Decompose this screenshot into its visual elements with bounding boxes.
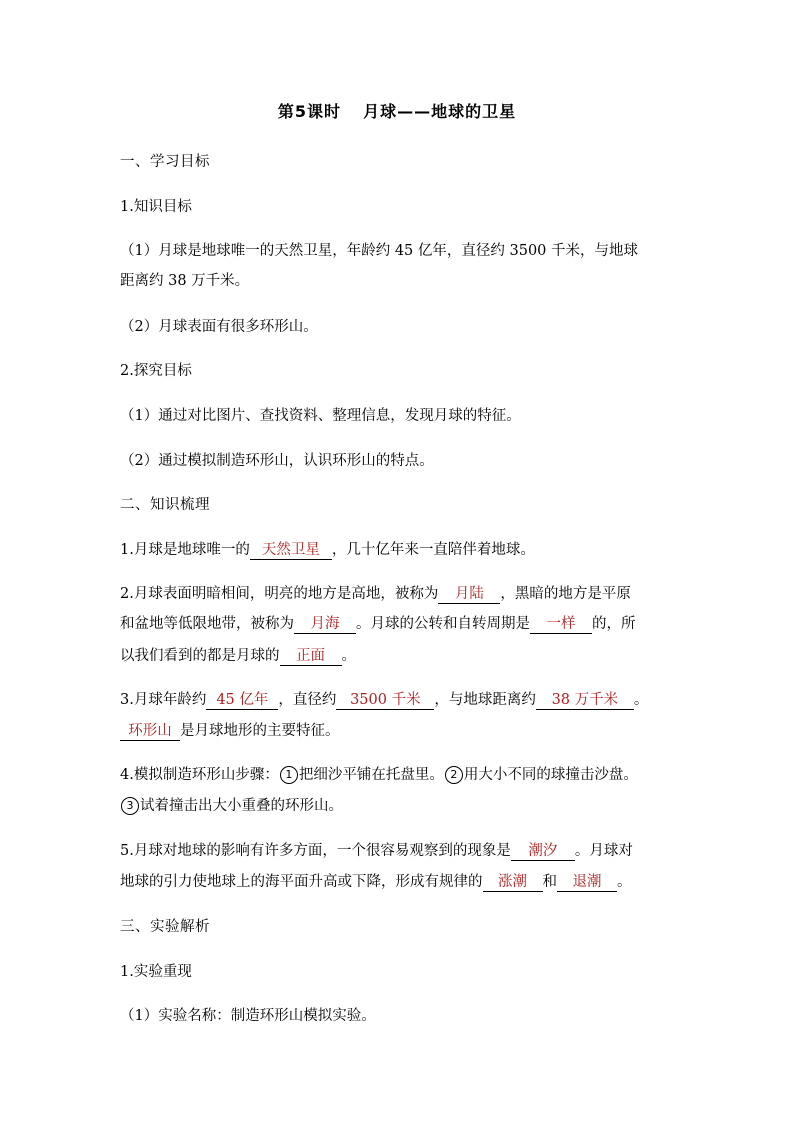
question-4-line-1: 4.模拟制造环形山步骤： 1 把细沙平铺在托盘里。 2 用大小不同的球撞击沙盘。 (120, 767, 638, 783)
answer-blank: 一样 (530, 615, 592, 634)
answer-blank: 潮汐 (511, 842, 575, 861)
section-heading-experiment: 三、实验解析 (120, 919, 210, 935)
question-4-line-2: 3 试着撞击出大小重叠的环形山。 (120, 796, 680, 816)
sub-heading-knowledge: 1.知识目标 (120, 199, 192, 215)
answer-blank: 月陆 (438, 585, 500, 604)
answer-blank: 退潮 (557, 873, 617, 892)
answer-blank: 45 亿年 (206, 691, 278, 710)
step-marker: 2 (445, 766, 463, 784)
experiment-item-1: （1）实验名称：制造环形山模拟实验。 (120, 1008, 376, 1024)
sub-heading-reproduction: 1.实验重现 (120, 964, 192, 980)
section-heading-goals: 一、学习目标 (120, 154, 210, 170)
answer-blank: 38 万千米 (536, 691, 634, 710)
question-2-line-1: 2.月球表面明暗相间，明亮的地方是高地，被称为 月陆 ，黑暗的地方是平原 (120, 586, 631, 602)
question-5-line-1: 5.月球对地球的影响有许多方面，一个很容易观察到的现象是 潮汐 。月球对 (120, 843, 633, 859)
section-heading-review: 二、知识梳理 (120, 497, 210, 513)
answer-blank: 月海 (294, 615, 356, 634)
answer-blank: 3500 千米 (336, 691, 434, 710)
inquiry-item-1: （1）通过对比图片、查找资料、整理信息，发现月球的特征。 (120, 408, 521, 424)
inquiry-item-2: （2）通过模拟制造环形山，认识环形山的特点。 (120, 453, 434, 469)
step-marker: 1 (280, 766, 298, 784)
answer-blank: 天然卫星 (250, 541, 332, 560)
question-2-line-3: 以我们看到的都是月球的 正面 。 (120, 648, 356, 664)
question-3-line-2: 环形山 是月球地形的主要特征。 (120, 721, 680, 741)
question-5-line-2: 地球的引力使地球上的海平面升高或下降，形成有规律的 涨潮 和 退潮 。 (120, 874, 632, 890)
question-1: 1.月球是地球唯一的 天然卫星 ，几十亿年来一直陪伴着地球。 (120, 542, 535, 558)
knowledge-item-1-line-2: 距离约 38 万千米。 (120, 273, 250, 289)
question-2-line-2: 和盆地等低限地带，被称为 月海 。月球的公转和自转周期是 一样 的，所 (120, 616, 636, 632)
answer-blank: 涨潮 (483, 873, 543, 892)
knowledge-item-2: （2）月球表面有很多环形山。 (120, 319, 318, 335)
lesson-name: 月球——地球的卫星 (363, 102, 517, 121)
sub-heading-inquiry: 2.探究目标 (120, 363, 192, 379)
lesson-number: 第5课时 (277, 102, 342, 121)
step-marker: 3 (121, 797, 139, 815)
knowledge-item-1-line-1: （1）月球是地球唯一的天然卫星，年龄约 45 亿年，直径约 3500 千米，与地球 (120, 243, 639, 259)
page-title (0, 99, 794, 122)
answer-blank: 环形山 (120, 722, 180, 741)
question-3-line-1: 3.月球年龄约 45 亿年 ，直径约 3500 千米 ，与地球距离约 38 万千米 。 (120, 692, 649, 708)
answer-blank: 正面 (280, 647, 342, 666)
